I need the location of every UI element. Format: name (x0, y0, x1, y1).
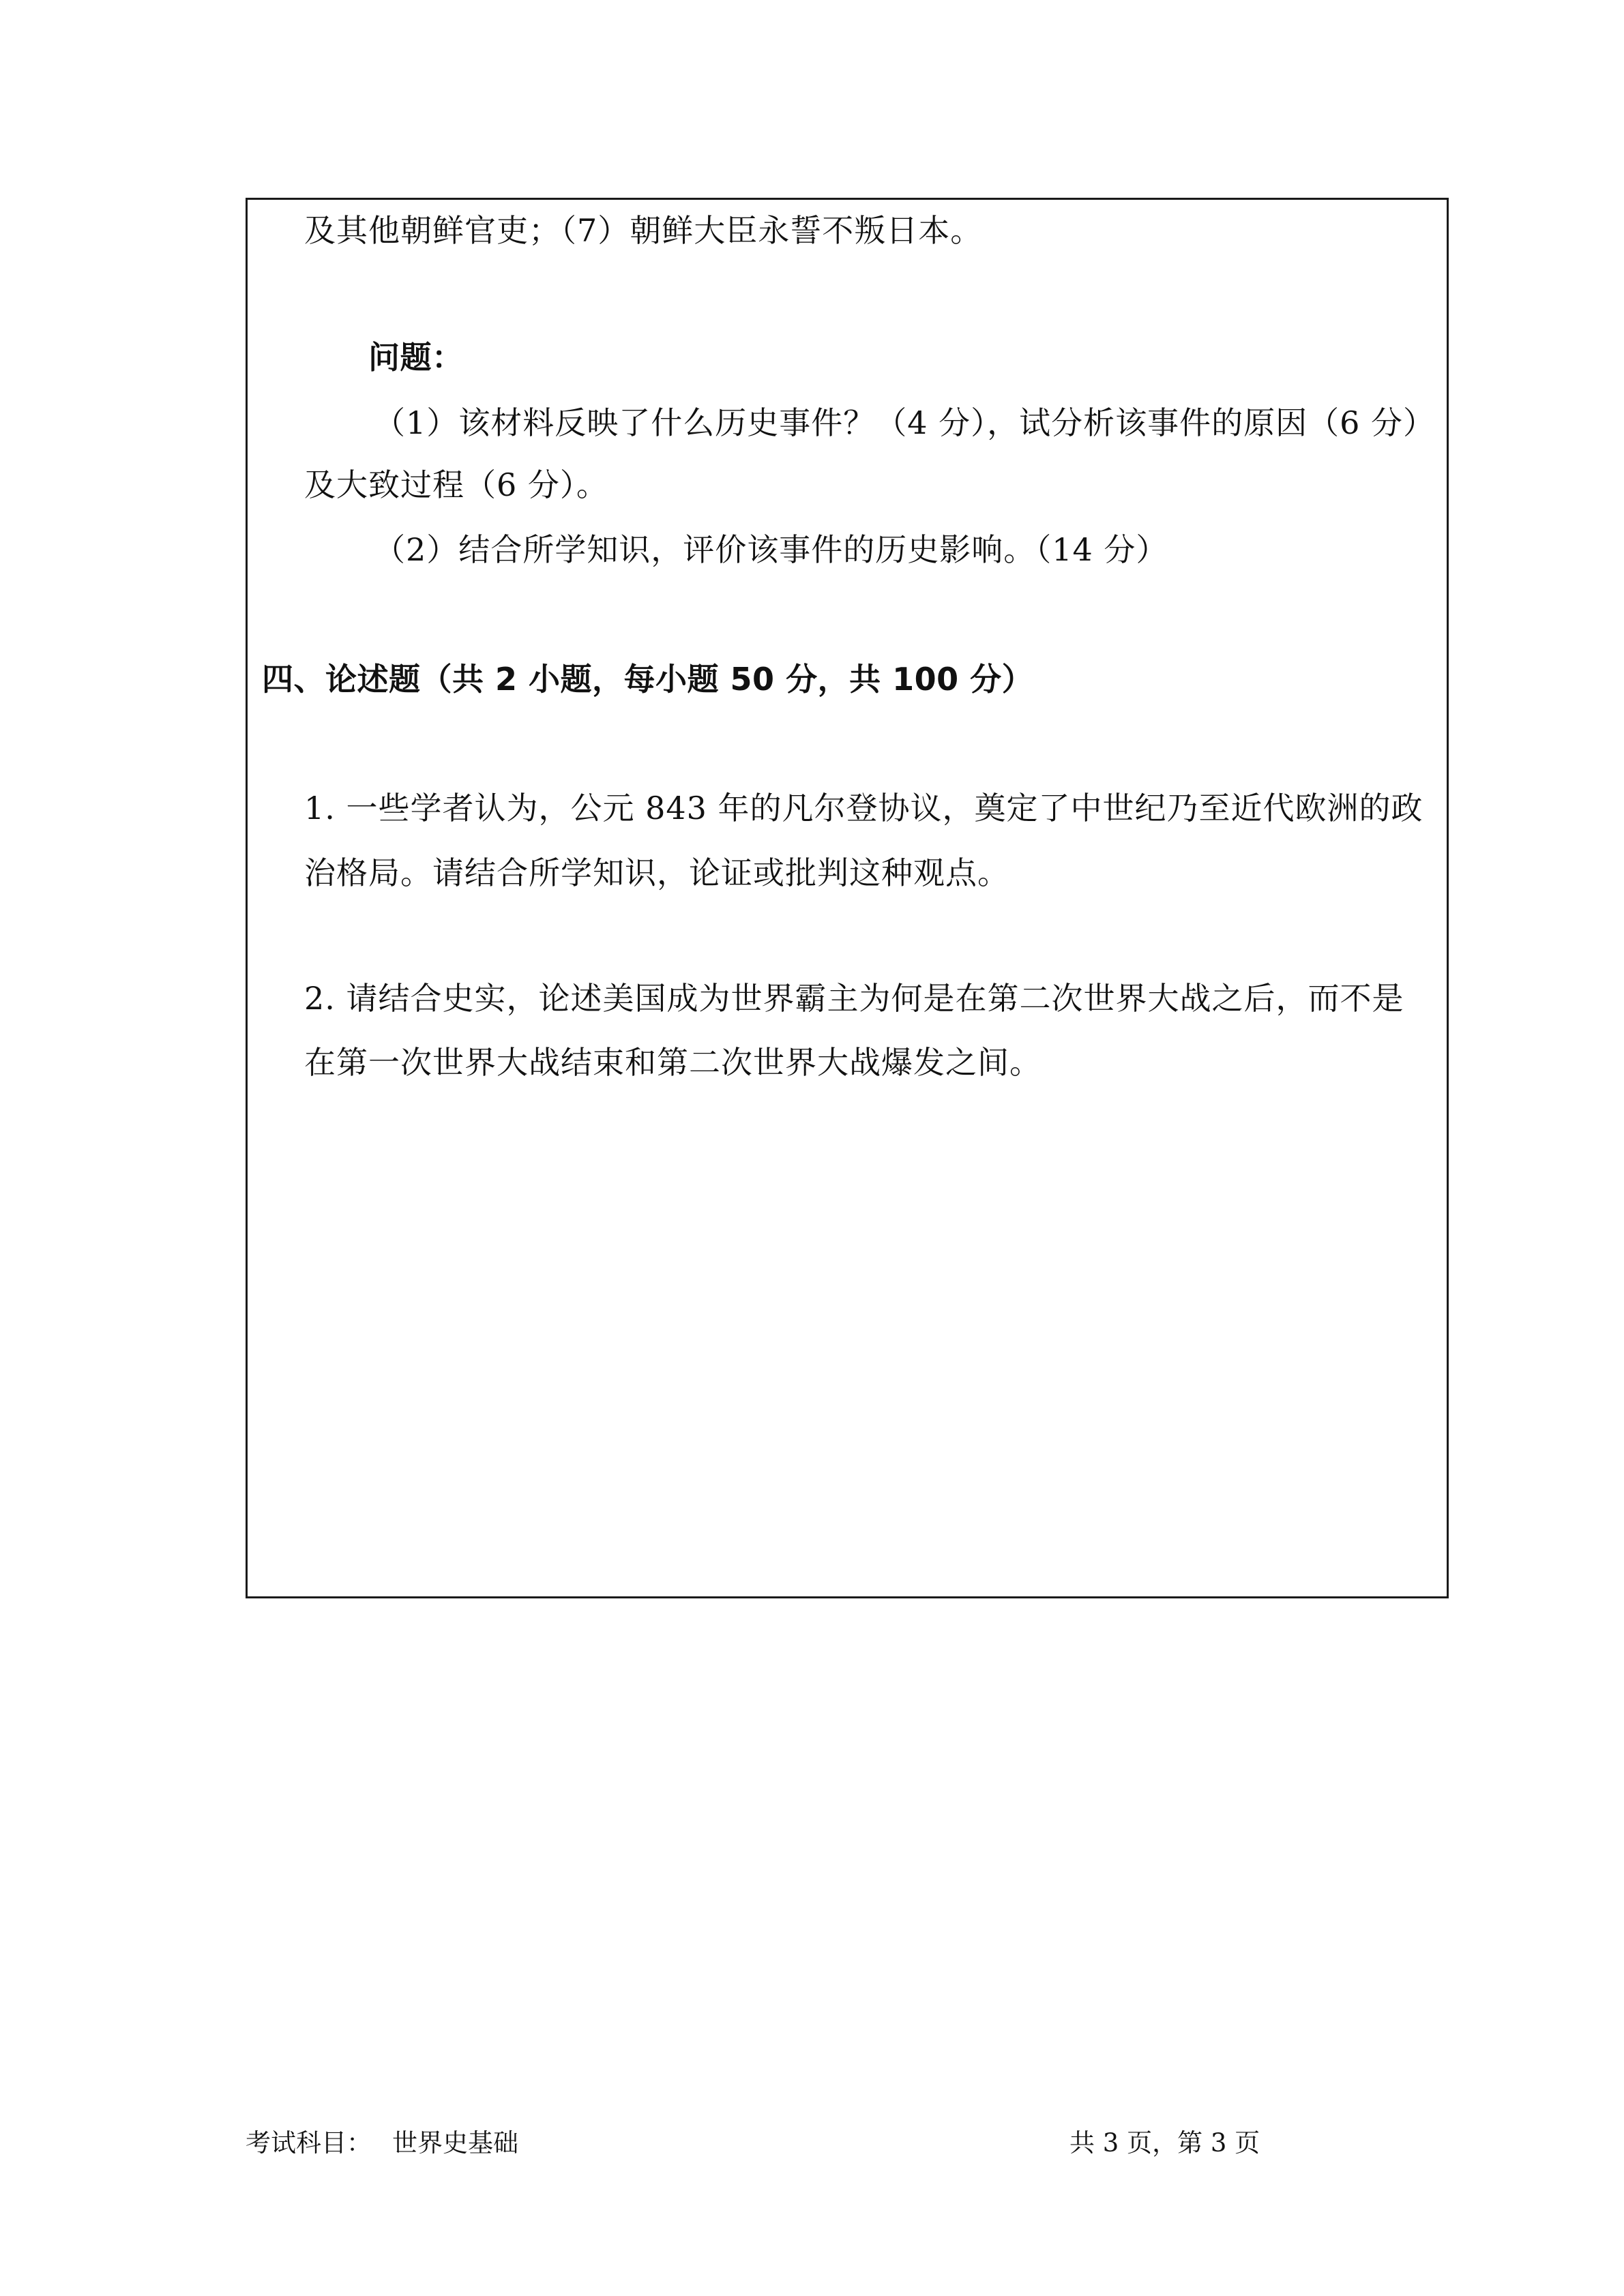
continuation-text: 及其他朝鲜官吏；（7）朝鲜大臣永誓不叛日本。 (304, 212, 983, 249)
question-2-line: （2）结合所学知识，评价该事件的历史影响。（14 分） (374, 531, 1168, 568)
question-1-line-2: 及大致过程（6 分）。 (304, 466, 608, 503)
section-four-heading: 四、论述题（共 2 小题，每小题 50 分，共 100 分） (262, 661, 1034, 698)
essay-2-line-1: 2. 请结合史实，论述美国成为世界霸主为何是在第二次世界大战之后，而不是 (304, 980, 1404, 1017)
essay-2-line-2: 在第一次世界大战结束和第二次世界大战爆发之间。 (304, 1044, 1042, 1081)
footer-page-info: 共 3 页，第 3 页 (1069, 2128, 1260, 2158)
question-1-line-1: （1）该材料反映了什么历史事件？（4 分），试分析该事件的原因（6 分） (374, 404, 1436, 441)
essay-1-line-1: 1. 一些学者认为，公元 843 年的凡尔登协议，奠定了中世纪乃至近代欧洲的政 (304, 790, 1423, 826)
footer-subject-name: 世界史基础 (392, 2128, 518, 2158)
footer-subject-label: 考试科目： (246, 2128, 372, 2158)
questions-heading: 问题： (368, 339, 464, 376)
essay-1-line-2: 治格局。请结合所学知识，论证或批判这种观点。 (304, 854, 1009, 891)
